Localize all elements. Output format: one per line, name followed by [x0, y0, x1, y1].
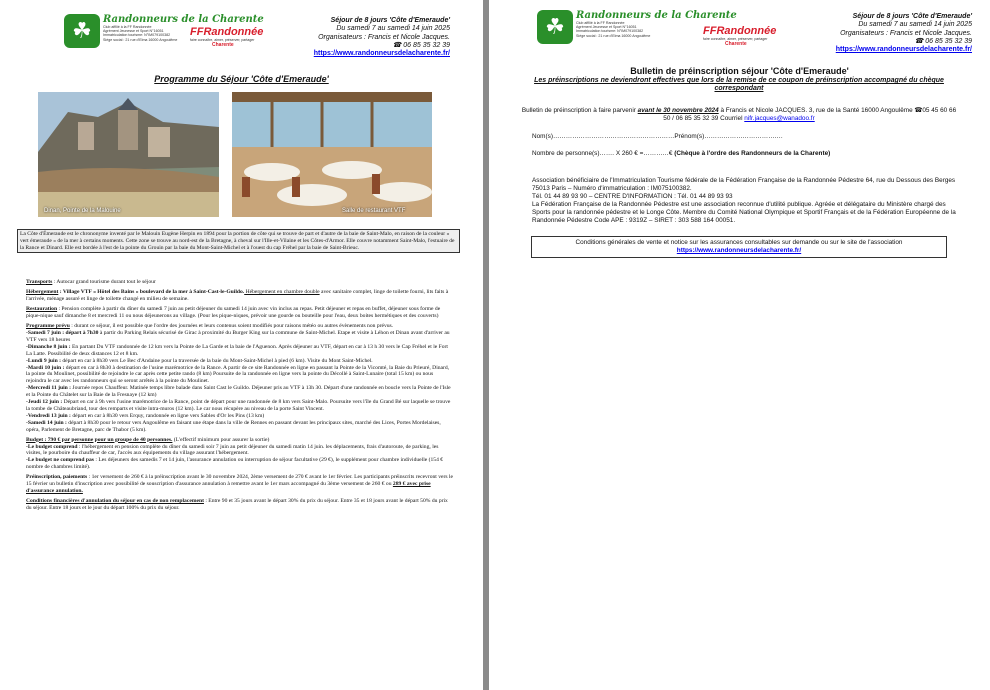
day-item: -Lundi 9 juin : départ en car à 8h30 vers Le Bec d'Andaine pour la traversée de la baie du Mont-Saint-Michel à pied (6 km). Visite du Mont Saint-Michel.: [26, 357, 373, 364]
rando-charente-logo: ☘ Randonneurs de la Charente Club affilié à la FF Randonnée Agrément Jeunesse et Sport N°16051 Immatriculation tourisme: N°IM079100382 Siège social : 21 rue d'Elma 16000 Angoulême: [537, 10, 737, 44]
page-title: Programme du Séjour 'Côte d'Emeraude': [154, 74, 329, 84]
bulletin-title: Bulletin de préinscription séjour 'Côte d'Emeraude': [630, 66, 849, 76]
legal-info: Association bénéficiaire de l'Immatriculation Tourisme fédérale de la Fédération Française de la Randonnée Pédestre 64, rue du Dessous des Berges 75013 Paris – Numéro d'immatriculation : IM075100382. Tél. 01 44 89 93 90 – CENTRE D'INFORMATION : Tél. 01 44 89 93 93 La Fédération Française de la Randonnée Pédestre est une association reconnue d'utilité publique. Agréée et délégataire du Ministère chargé des Sports pour la randonnée pédestre et le Longe Côte. Membre du Comité National Olympique et Sportif Français et de la Fédération Européenne de la Randonnée Pédestre Code APE : 9319Z – SIRET : 303 588 164 00051.: [532, 177, 956, 224]
ffrandonnee-logo: FFRandonnée faire connaître, aimer, préserver, partager Charente: [703, 25, 777, 47]
day-item: -Mercredi 11 juin : Journée repos Chauffeur. Matinée temps libre balade dans Saint Cast le Guildo. Déjeuner pris au VTF à 13h 30. Départ d'une randonnée en boucle vers la Pointe de l'Isle et la Pointe du Châtelet sur la Baie de la Fresnaye (12 km): [26, 385, 451, 399]
day-list: [26, 330, 454, 434]
bulletin-subtitle: Les préinscriptions ne deviendront effectives que lors de la remise de ce coupon de préinscription accompagné du chèque correspondant: [534, 77, 944, 93]
ffrandonnee-logo: FFRandonnée faire connaître, aimer, préserver, partager Charente: [190, 26, 264, 48]
conditions-box: Conditions générales de vente et notice sur les assurances consultables sur demande ou sur le site de l'association https://www.randonneursdelacharente.fr/: [531, 236, 947, 258]
name-field[interactable]: Nom(s)…………………………………………………Prénom(s)……………………………….: [532, 133, 783, 140]
email-link[interactable]: nifr.jacques@wanadoo.fr: [744, 115, 815, 122]
photo-dinan: [38, 92, 219, 217]
day-item: -Samedi 7 juin : départ à 7h30 à partir du Parking Relais sécurisé de Girac à proximité du Burger King sur la commune de Saint-Michel. Etape et visite à Léhon et Dinan avant d'arriver au VTF vers 18 heures: [26, 330, 450, 343]
conditions-para: Conditions financières d'annulation du séjour en cas de non remplacement : Entre 90 et 35 jours avant le départ 30% du prix du séjour. Entre 35 et 18 jours avant le départ 50% du prix du séjour. Entre 18 jours et le jour du départ 100% du prix du séjour.: [26, 498, 448, 512]
day-item: -Mardi 10 juin : départ en car à 8h30 à destination de l'usine marémotrice de la Rance. A partir de ce site Randonnée en ligne en passant la Pointe de la Vicomté, la Baie du Prieuré, Dinard, la pointe du Moulinet, possibilité de rejoindre le car après cette petite rando (8 km) Poursuite de la randonnée en ligne vers la pointe du Décollé à Saint-Lunaire (total 15 km) ou nous rejoindra le car avec les randonneurs qui se seront arrêtés à la pointe du Moulinet.: [26, 364, 450, 385]
header-url-link[interactable]: https://www.randonneursdelacharente.fr/: [313, 50, 450, 58]
rando-charente-logo: ☘ Randonneurs de la Charente Club affilié à la FF Randonnée Agrément Jeunesse et Sport N°16051 Immatriculation tourisme: N°IM079100382 Siège social : 21 rue d'Elma 16000 Angoulême: [64, 14, 264, 48]
day-item: -Samedi 14 juin : départ à 8h30 pour le retour vers Angoulême en faisant une étape dans la ville de Rennes en passant devant les principaux sites, marché des Lices, Portes Mordelaises, opéra, Parlement de Bretagne, parc de Thabor (5 km).: [26, 419, 441, 433]
photo-restaurant: [232, 92, 432, 217]
budget-line: Budget : 790 € par personne pour un groupe de 40 personnes. (L'effectif minimum pour assurer la sortie): [26, 436, 270, 443]
rando-address: Club affilié à la FF Randonnée Agrément Jeunesse et Sport N°16051 Immatriculation tourisme: N°IM079100382 Siège social : 21 rue d'Elma 16000 Angoulême: [103, 25, 178, 42]
photo-restaurant-caption: Salle de restaurant VTF: [342, 208, 406, 214]
clover-icon: ☘: [64, 14, 100, 48]
programme-body: [26, 279, 454, 515]
day-item: -Vendredi 13 juin : départ en car à 8h30 vers Erquy, randonnée en ligne vers Sables d'Or les Pins (13 km): [26, 412, 265, 419]
send-info: Bulletin de préinscription à faire parvenir avant le 30 novembre 2024 à Francis et Nicole JACQUES. 3, rue de la Santé 16000 Angoulême ☎05 45 60 66 50 / 06 85 35 32 39 Courriel nifr.jacques@wanadoo.fr: [521, 107, 957, 122]
header-url-link[interactable]: https://www.randonneursdelacharente.fr/: [835, 46, 972, 54]
restauration-para: Restauration : Pension complète à partir du dîner du samedi 7 juin au petit déjeuner du samedi 14 juin avec vin inclus au repas. Petit déjeuner et repas en buffet, déjeuner sous forme de pique-nique sauf dimanche 8 et mercredi 11 ou nous déjeunerons au village. (Pour les pique-niques, prévoir une gourde ou bouteille pour l'eau, deux boites hermétiques et des couverts): [26, 306, 441, 319]
page-bulletin: [489, 0, 990, 690]
programme-para: Programme prévu : durant ce séjour, il est possible que l'ordre des journées et leurs contenus soient modifiés pour raisons météo ou autres évènements non prévus.: [26, 323, 394, 330]
header-info: Séjour de 8 jours 'Côte d'Emeraude' Du samedi 7 au samedi 14 juin 2025 Organisateurs : Francis et Nicole Jacques. ☎ 06 85 35 32 39 https://www.randonneursdelacharente.fr/: [313, 17, 450, 58]
budget-comprend: -Le budget comprend : l'hébergement en pension complète du dîner du samedi soir 7 juin au petit déjeuner du samedi matin 14 juin. les déplacements, frais d'autoroute, de parking, les visites, le pourboire du chauffeur de car, l'accès aux équipements du village assurant l'hébergement.: [26, 443, 439, 457]
rando-address: Club affilié à la FF Randonnée Agrément Jeunesse et Sport N°16051 Immatriculation tourisme: N°IM079100382 Siège social : 21 rue d'Elma 16000 Angoulême: [576, 21, 651, 38]
day-item: -Jeudi 12 juin : Départ en car à 9h vers l'usine marémotrice de la Rance, point de départ pour une randonnée de 8 km vers Saint-Malo. Poursuite vers l'île du Grand Bé sur laquelle se trouve la tombe de Châteaubriand, tour des remparts et visite intra-muros (12 km). Le car nous récupère au niveau de la porte Saint Vincent.: [26, 399, 451, 412]
persons-field[interactable]: Nombre de personne(s)……. X 260 € =…………€ (Chèque à l'ordre des Randonneurs de la Charente): [532, 150, 831, 157]
transport-para: Transports : Autocar grand tourisme durant tout le séjour: [26, 279, 156, 285]
photo-dinan-caption: Dinan, Pointe de la Malouine: [44, 208, 121, 214]
conditions-url-link[interactable]: https://www.randonneursdelacharente.fr/: [676, 247, 802, 254]
clover-icon: ☘: [537, 10, 573, 44]
day-item: -Dimanche 8 juin : En partant Du VTF randonnée de 12 km vers la Pointe de La Garde et la baie de l'Aguenon. Après déjeuner au VTF, départ en car à 13 h 30 vers le Cap Fréhel et le Fort La Latte. Possibilité de deux distances 12 et 8 km.: [26, 343, 448, 357]
header-info: Séjour de 8 jours 'Côte d'Emeraude' Du samedi 7 au samedi 14 juin 2025 Organisateurs : Francis et Nicole Jacques. ☎ 06 85 35 32 39 https://www.randonneursdelacharente.fr/: [835, 13, 972, 54]
intro-box: La Côte d'Émeraude est le chrononyme inventé par le Malouin Eugène Herpin en 1894 pour la portion de côte qui se trouve de part et d'autre de la baie de Saint-Malo, en raison de la couleur « vert émeraude » de la mer à certains moments. Cette zone se trouve au nord-est de la Bretagne, à cheval sur l'Ille-et-Vilaine et les Côtes-d'Armor. Elle couvre notamment Saint-Malo, l'estuaire de la Rance et Dinard. Elle est bordée à l'est de la pointe du Grouin par la baie du Mont-Saint-Michel et à l'ouest du cap Fréhel par la baie de Saint-Brieuc.: [17, 229, 460, 253]
hebergement-para: Hébergement : Village VTF « Hôtel des Bains » boulevard de la mer à Saint-Cast-le-Guildo. Hébergement en chambre double avec sanitaire complet, linge de toilette fourni, lits faits à l'arrivée, ménage assuré et linge de toilette changé en milieu de semaine.: [26, 289, 449, 302]
preinscription-para: Préinscription, paiements : 1er versement de 260 € à la préinscription avant le 30 novembre 2024, 2ème versement de 270 € avant le 1er février. Les participants préinscrits recevront vers le 15 février un bulletin d'inscription avec possibilité de souscription d'assurance annulation à remettre avant le 1er mars accompagné du 3ème versement de 260 € ou 289 € avec prise d'assurance annulation.: [26, 474, 454, 495]
budget-ne-comprend: -Le budget ne comprend pas : Les déjeuners des samedis 7 et 14 juin, l'assurance annulation ou interruption de séjour facultative (29 €), le supplément pour chambre individuelle (154 € nombre de chambres limité).: [26, 457, 444, 471]
page-programme: [0, 0, 483, 690]
